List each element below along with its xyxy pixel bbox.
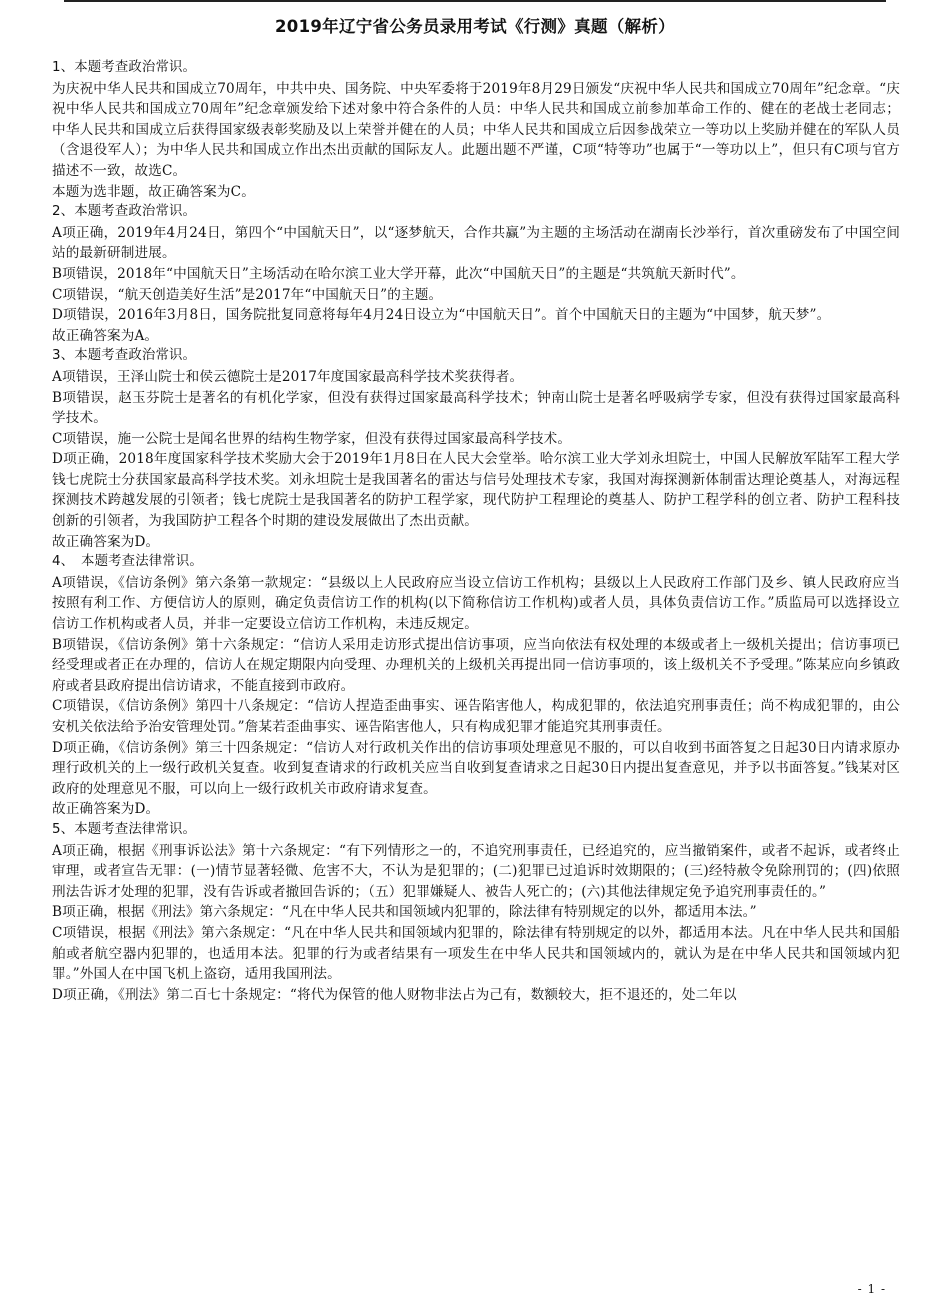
paragraph: B项错误，《信访条例》第十六条规定：“信访人采用走访形式提出信访事项，应当向依法有权处理的本级或者上一级机关提出；信访事项已经受理或者正在办理的，信访人在规定期限内向受理、办理机关的上级机关再提出同一信访事项的，该上级机关不予受理。”陈某应向乡镇政府或者县政府提出信访请求，不能直接到市政府。	[52, 636, 900, 694]
paragraph: B项错误，赵玉芬院士是著名的有机化学家，但没有获得过国家最高科学技术；钟南山院士是著名呼吸病学专家，但没有获得过国家最高科学技术。	[52, 389, 900, 427]
paragraph: 本题为选非题，故正确答案为C。	[52, 183, 255, 200]
paragraph: 为庆祝中华人民共和国成立70周年，中共中央、国务院、中央军委将于2019年8月29日颁发“庆祝中华人民共和国成立70周年”纪念章。“庆祝中华人民共和国成立70周年”纪念章颁发给下述对象中符合条件的人员：中华人民共和国成立前参加革命工作的、健在的老战士老同志；中华人民共和国成立后获得国家级表彰奖励及以上荣誉并健在的人员；中华人民共和国成立后因参战荣立一等功以上奖励并健在的军队人员（含退役军人）；为中华人民共和国成立作出杰出贡献的国际友人。此题出题不严谨，C项“特等功”也属于“一等功以上”，但只有C项与官方描述不一致，故选C。	[52, 80, 900, 179]
paragraph: A项正确，根据《刑事诉讼法》第十六条规定：“有下列情形之一的，不追究刑事责任，已经追究的，应当撤销案件，或者不起诉，或者终止审理，或者宣告无罪：(一)情节显著轻微、危害不大，不认为是犯罪的；(二)犯罪已过追诉时效期限的；(三)经特赦令免除刑罚的；(四)依照刑法告诉才处理的犯罪，没有告诉或者撤回告诉的；（五）犯罪嫌疑人、被告人死亡的；(六)其他法律规定免予追究刑事责任的。”	[52, 842, 900, 900]
paragraph: 故正确答案为D。	[52, 801, 160, 818]
paragraph: 故正确答案为A。	[52, 327, 159, 344]
question-heading: 3、本题考查政治常识。	[52, 348, 197, 364]
question-heading: 2、本题考查政治常识。	[52, 204, 197, 220]
question-heading: 1、本题考查政治常识。	[52, 60, 197, 75]
paragraph: C项错误，根据《刑法》第六条规定：“凡在中华人民共和国领域内犯罪的，除法律有特别规定的以外，都适用本法。凡在中华人民共和国船舶或者航空器内犯罪的，也适用本法。犯罪的行为或者结果有一项发生在中华人民共和国领域内的，就认为是在中华人民共和国领域内犯罪。”外国人在中国飞机上盗窃，适用我国刑法。	[52, 924, 900, 983]
paragraph: D项错误，2016年3月8日，国务院批复同意将每年4月24日设立为“中国航天日”。首个中国航天日的主题为“中国梦，航天梦”。	[52, 307, 831, 324]
paragraph: A项错误，王泽山院士和侯云德院士是2017年度国家最高科学技术奖获得者。	[52, 368, 524, 385]
paragraph: 故正确答案为D。	[52, 533, 160, 550]
paragraph: B项正确，根据《刑法》第六条规定：“凡在中华人民共和国领域内犯罪的，除法律有特别规定的以外，都适用本法。”	[52, 904, 757, 921]
paragraph: A项错误，《信访条例》第六条第一款规定：“县级以上人民政府应当设立信访工作机构；县级以上人民政府工作部门及乡、镇人民政府应当按照有利工作、方便信访人的原则，确定负责信访工作的机构(以下简称信访工作机构)或者人员，具体负责信访工作。”质监局可以选择设立信访工作机构或者人员，并非一定要设立信访工作机构，未违反规定。	[52, 574, 900, 633]
paragraph: C项错误，《信访条例》第四十八条规定：“信访人捏造歪曲事实、诬告陷害他人，构成犯罪的，依法追究刑事责任；尚不构成犯罪的，由公安机关依法给予治安管理处罚。”詹某若歪曲事实、诬告陷害他人，只有构成犯罪才能追究其刑事责任。	[52, 698, 900, 735]
paragraph: D项正确，2018年度国家科学技术奖励大会于2019年1月8日在人民大会堂举。哈尔滨工业大学刘永坦院士，中国人民解放军陆军工程大学钱七虎院士分获国家最高科学技术奖。刘永坦院士是我国著名的雷达与信号处理技术专家，我国对海探测新体制雷达理论奠基人，对海远程探测技术跨越发展的引领者；钱七虎院士是我国著名的防护工程学家，现代防护工程理论的奠基人、防护工程学科的创立者、防护工程科技创新的引领者，为我国防护工程各个时期的建设发展做出了杰出贡献。	[52, 451, 900, 530]
document-body	[52, 58, 900, 1005]
paragraph: C项错误，“航天创造美好生活”是2017年“中国航天日”的主题。	[52, 286, 443, 303]
page-number: - 1 -	[857, 1282, 886, 1296]
paragraph: B项错误，2018年“中国航天日”主场活动在哈尔滨工业大学开幕，此次“中国航天日”的主题是“共筑航天新时代”。	[52, 265, 745, 282]
paragraph: C项错误，施一公院士是闻名世界的结构生物学家，但没有获得过国家最高科学技术。	[52, 430, 572, 447]
question-heading: 4、 本题考查法律常识。	[52, 554, 203, 570]
paragraph: D项正确，《信访条例》第三十四条规定：“信访人对行政机关作出的信访事项处理意见不服的，可以自收到书面答复之日起30日内请求原办理行政机关的上一级行政机关复查。收到复查请求的行政机关应当自收到复查请求之日起30日内提出复查意见，并予以书面答复。”钱某对区政府的处理意见不服，可以向上一级行政机关市政府请求复查。	[52, 739, 900, 797]
question-heading: 5、本题考查法律常识。	[52, 821, 197, 837]
paragraph: A项正确，2019年4月24日，第四个“中国航天日”，以“逐梦航天，合作共赢”为主题的主场活动在湖南长沙举行，首次重磅发布了中国空间站的最新研制进展。	[52, 224, 900, 262]
top-rule	[64, 0, 886, 2]
paragraph: D项正确，《刑法》第二百七十条规定：“将代为保管的他人财物非法占为己有，数额较大，拒不退还的，处二年以	[52, 986, 737, 1003]
page-title: 2019年辽宁省公务员录用考试《行测》真题（解析）	[275, 17, 675, 36]
